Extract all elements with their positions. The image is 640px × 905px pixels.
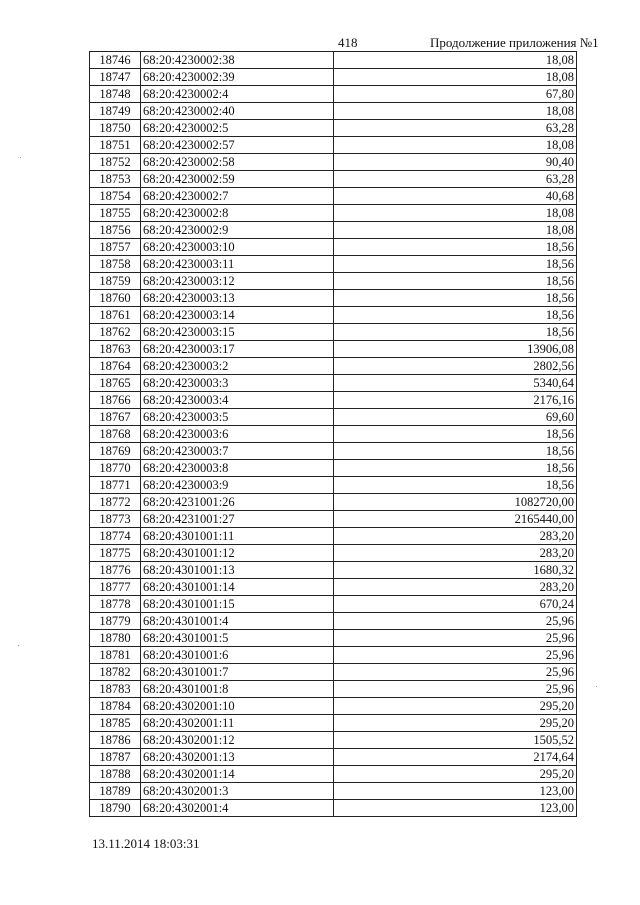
cadastral-number-cell: 68:20:4302001:11 — [141, 715, 334, 732]
cadastral-value-cell: 18,56 — [334, 307, 577, 324]
table-row — [90, 171, 577, 188]
cadastral-number-cell: 68:20:4301001:11 — [141, 528, 334, 545]
cadastral-value-cell: 25,96 — [334, 630, 577, 647]
cadastral-number-cell: 68:20:4301001:12 — [141, 545, 334, 562]
row-number-cell: 18778 — [90, 596, 141, 613]
cadastral-value-cell: 25,96 — [334, 681, 577, 698]
table-row — [90, 647, 577, 664]
table-row — [90, 120, 577, 137]
table-row — [90, 664, 577, 681]
cadastral-value-cell: 295,20 — [334, 766, 577, 783]
cadastral-number-cell: 68:20:4230002:57 — [141, 137, 334, 154]
cadastral-number-cell: 68:20:4230002:9 — [141, 222, 334, 239]
cadastral-value-cell: 18,56 — [334, 477, 577, 494]
cadastral-value-cell: 18,08 — [334, 205, 577, 222]
row-number-cell: 18753 — [90, 171, 141, 188]
cadastral-value-cell: 295,20 — [334, 715, 577, 732]
cadastral-number-cell: 68:20:4301001:5 — [141, 630, 334, 647]
cadastral-value-cell: 123,00 — [334, 800, 577, 817]
cadastral-value-cell: 18,56 — [334, 426, 577, 443]
cadastral-value-cell: 1505,52 — [334, 732, 577, 749]
cadastral-number-cell: 68:20:4231001:26 — [141, 494, 334, 511]
cadastral-value-cell: 18,08 — [334, 137, 577, 154]
scan-speck — [18, 645, 19, 646]
cadastral-number-cell: 68:20:4301001:6 — [141, 647, 334, 664]
cadastral-number-cell: 68:20:4301001:4 — [141, 613, 334, 630]
row-number-cell: 18781 — [90, 647, 141, 664]
row-number-cell: 18754 — [90, 188, 141, 205]
row-number-cell: 18769 — [90, 443, 141, 460]
cadastral-number-cell: 68:20:4301001:8 — [141, 681, 334, 698]
cadastral-number-cell: 68:20:4302001:14 — [141, 766, 334, 783]
cadastral-value-cell: 2174,64 — [334, 749, 577, 766]
row-number-cell: 18780 — [90, 630, 141, 647]
scan-speck — [596, 686, 597, 687]
cadastral-value-cell: 90,40 — [334, 154, 577, 171]
cadastral-value-cell: 18,56 — [334, 460, 577, 477]
cadastral-value-cell: 18,08 — [334, 103, 577, 120]
table-row — [90, 732, 577, 749]
row-number-cell: 18774 — [90, 528, 141, 545]
row-number-cell: 18768 — [90, 426, 141, 443]
row-number-cell: 18749 — [90, 103, 141, 120]
table-row — [90, 256, 577, 273]
table-row — [90, 86, 577, 103]
table-row — [90, 596, 577, 613]
table-row — [90, 443, 577, 460]
cadastral-value-cell: 67,80 — [334, 86, 577, 103]
cadastral-value-cell: 18,56 — [334, 443, 577, 460]
row-number-cell: 18752 — [90, 154, 141, 171]
cadastral-number-cell: 68:20:4301001:7 — [141, 664, 334, 681]
cadastral-value-cell: 5340,64 — [334, 375, 577, 392]
cadastral-number-cell: 68:20:4230003:2 — [141, 358, 334, 375]
cadastral-value-cell: 670,24 — [334, 596, 577, 613]
table-row — [90, 681, 577, 698]
row-number-cell: 18763 — [90, 341, 141, 358]
row-number-cell: 18765 — [90, 375, 141, 392]
cadastral-number-cell: 68:20:4230003:4 — [141, 392, 334, 409]
table-row — [90, 358, 577, 375]
table-row — [90, 324, 577, 341]
table-row — [90, 239, 577, 256]
table-row — [90, 375, 577, 392]
cadastral-number-cell: 68:20:4230002:5 — [141, 120, 334, 137]
cadastral-value-cell: 1680,32 — [334, 562, 577, 579]
table-row — [90, 783, 577, 800]
cadastral-number-cell: 68:20:4230002:39 — [141, 69, 334, 86]
row-number-cell: 18755 — [90, 205, 141, 222]
row-number-cell: 18783 — [90, 681, 141, 698]
cadastral-number-cell: 68:20:4230003:5 — [141, 409, 334, 426]
table-row — [90, 766, 577, 783]
cadastral-value-cell: 18,56 — [334, 290, 577, 307]
cadastral-value-cell: 63,28 — [334, 171, 577, 188]
cadastral-value-cell: 283,20 — [334, 528, 577, 545]
row-number-cell: 18789 — [90, 783, 141, 800]
row-number-cell: 18779 — [90, 613, 141, 630]
cadastral-value-cell: 25,96 — [334, 664, 577, 681]
table-row — [90, 205, 577, 222]
row-number-cell: 18751 — [90, 137, 141, 154]
cadastral-number-cell: 68:20:4302001:13 — [141, 749, 334, 766]
page-number: 418 — [338, 35, 358, 50]
row-number-cell: 18788 — [90, 766, 141, 783]
table-row — [90, 307, 577, 324]
cadastral-number-cell: 68:20:4301001:15 — [141, 596, 334, 613]
cadastral-number-cell: 68:20:4230003:13 — [141, 290, 334, 307]
scan-speck — [20, 157, 21, 158]
table-row — [90, 494, 577, 511]
cadastral-value-cell: 40,68 — [334, 188, 577, 205]
row-number-cell: 18773 — [90, 511, 141, 528]
table-row — [90, 392, 577, 409]
row-number-cell: 18759 — [90, 273, 141, 290]
cadastral-number-cell: 68:20:4230002:7 — [141, 188, 334, 205]
cadastral-value-cell: 123,00 — [334, 783, 577, 800]
cadastral-number-cell: 68:20:4230003:10 — [141, 239, 334, 256]
table-row — [90, 630, 577, 647]
table-row — [90, 137, 577, 154]
cadastral-number-cell: 68:20:4302001:3 — [141, 783, 334, 800]
table-row — [90, 52, 577, 69]
cadastral-value-cell: 2176,16 — [334, 392, 577, 409]
row-number-cell: 18762 — [90, 324, 141, 341]
cadastral-value-cell: 283,20 — [334, 579, 577, 596]
table-row — [90, 103, 577, 120]
table-row — [90, 69, 577, 86]
row-number-cell: 18746 — [90, 52, 141, 69]
footer-timestamp: 13.11.2014 18:03:31 — [92, 836, 200, 851]
table-row — [90, 460, 577, 477]
table-row — [90, 562, 577, 579]
cadastral-number-cell: 68:20:4301001:13 — [141, 562, 334, 579]
row-number-cell: 18771 — [90, 477, 141, 494]
row-number-cell: 18767 — [90, 409, 141, 426]
cadastral-number-cell: 68:20:4230002:8 — [141, 205, 334, 222]
row-number-cell: 18782 — [90, 664, 141, 681]
cadastral-value-cell: 25,96 — [334, 647, 577, 664]
cadastral-number-cell: 68:20:4230002:4 — [141, 86, 334, 103]
cadastral-value-cell: 18,56 — [334, 256, 577, 273]
cadastral-number-cell: 68:20:4230003:14 — [141, 307, 334, 324]
cadastral-number-cell: 68:20:4230002:59 — [141, 171, 334, 188]
row-number-cell: 18766 — [90, 392, 141, 409]
cadastral-value-cell: 13906,08 — [334, 341, 577, 358]
cadastral-value-cell: 18,56 — [334, 273, 577, 290]
table-row — [90, 341, 577, 358]
table-row — [90, 715, 577, 732]
table-row — [90, 528, 577, 545]
cadastral-value-cell: 2165440,00 — [334, 511, 577, 528]
table-row — [90, 477, 577, 494]
row-number-cell: 18772 — [90, 494, 141, 511]
cadastral-value-cell: 2802,56 — [334, 358, 577, 375]
table-row — [90, 290, 577, 307]
row-number-cell: 18760 — [90, 290, 141, 307]
cadastral-number-cell: 68:20:4230003:12 — [141, 273, 334, 290]
table-row — [90, 273, 577, 290]
row-number-cell: 18784 — [90, 698, 141, 715]
table-row — [90, 222, 577, 239]
row-number-cell: 18757 — [90, 239, 141, 256]
table-row — [90, 511, 577, 528]
row-number-cell: 18761 — [90, 307, 141, 324]
cadastral-number-cell: 68:20:4230003:6 — [141, 426, 334, 443]
cadastral-number-cell: 68:20:4230003:11 — [141, 256, 334, 273]
table-row — [90, 613, 577, 630]
cadastral-value-cell: 18,08 — [334, 69, 577, 86]
table-row — [90, 545, 577, 562]
table-row — [90, 749, 577, 766]
row-number-cell: 18758 — [90, 256, 141, 273]
cadastral-value-cell: 18,56 — [334, 324, 577, 341]
cadastral-value-cell: 18,08 — [334, 52, 577, 69]
cadastral-value-cell: 1082720,00 — [334, 494, 577, 511]
table-row — [90, 154, 577, 171]
cadastral-number-cell: 68:20:4230003:17 — [141, 341, 334, 358]
cadastral-value-cell: 69,60 — [334, 409, 577, 426]
cadastral-number-cell: 68:20:4302001:10 — [141, 698, 334, 715]
cadastral-number-cell: 68:20:4230003:7 — [141, 443, 334, 460]
cadastral-value-cell: 63,28 — [334, 120, 577, 137]
table-row — [90, 698, 577, 715]
row-number-cell: 18750 — [90, 120, 141, 137]
row-number-cell: 18785 — [90, 715, 141, 732]
row-number-cell: 18775 — [90, 545, 141, 562]
row-number-cell: 18764 — [90, 358, 141, 375]
cadastral-value-cell: 25,96 — [334, 613, 577, 630]
row-number-cell: 18747 — [90, 69, 141, 86]
cadastral-value-cell: 18,08 — [334, 222, 577, 239]
cadastral-value-table — [89, 51, 577, 817]
row-number-cell: 18770 — [90, 460, 141, 477]
table-row — [90, 579, 577, 596]
cadastral-number-cell: 68:20:4230002:40 — [141, 103, 334, 120]
cadastral-value-cell: 295,20 — [334, 698, 577, 715]
cadastral-number-cell: 68:20:4302001:4 — [141, 800, 334, 817]
cadastral-number-cell: 68:20:4302001:12 — [141, 732, 334, 749]
cadastral-number-cell: 68:20:4230003:9 — [141, 477, 334, 494]
row-number-cell: 18776 — [90, 562, 141, 579]
table-row — [90, 426, 577, 443]
cadastral-value-cell: 283,20 — [334, 545, 577, 562]
table-row — [90, 409, 577, 426]
row-number-cell: 18748 — [90, 86, 141, 103]
cadastral-number-cell: 68:20:4230002:58 — [141, 154, 334, 171]
cadastral-number-cell: 68:20:4230003:8 — [141, 460, 334, 477]
table-row — [90, 800, 577, 817]
cadastral-number-cell: 68:20:4231001:27 — [141, 511, 334, 528]
row-number-cell: 18787 — [90, 749, 141, 766]
table-body — [90, 52, 577, 817]
cadastral-value-cell: 18,56 — [334, 239, 577, 256]
table-row — [90, 188, 577, 205]
row-number-cell: 18756 — [90, 222, 141, 239]
cadastral-number-cell: 68:20:4230002:38 — [141, 52, 334, 69]
row-number-cell: 18777 — [90, 579, 141, 596]
cadastral-number-cell: 68:20:4230003:3 — [141, 375, 334, 392]
row-number-cell: 18786 — [90, 732, 141, 749]
cadastral-number-cell: 68:20:4301001:14 — [141, 579, 334, 596]
cadastral-number-cell: 68:20:4230003:15 — [141, 324, 334, 341]
row-number-cell: 18790 — [90, 800, 141, 817]
appendix-continuation-note: Продолжение приложения №1 — [430, 35, 599, 50]
